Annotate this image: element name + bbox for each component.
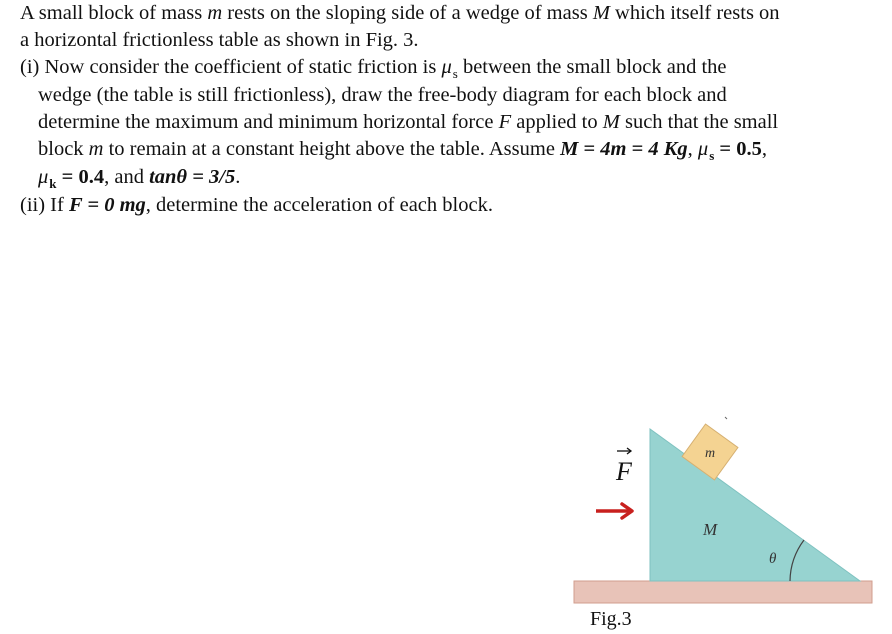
problem-line-2: a horizontal frictionless table as shown in Fig. 3. <box>20 29 419 51</box>
problem-line-6: block m to remain at a constant height above the table. Assume M = 4m = 4 Kg, $\mu_s = 0.5$, <box>38 138 767 163</box>
wedge-diagram <box>560 405 880 634</box>
problem-line-4: wedge (the table is still frictionless), draw the free-body diagram for each block and <box>38 84 727 106</box>
tick-mark <box>725 417 727 419</box>
angle-label: θ <box>769 551 777 567</box>
block-label: m <box>705 446 716 461</box>
problem-statement <box>20 0 882 219</box>
problem-line-7: $\mu_k = 0.4$, and tanθ = 3/5. <box>38 166 241 191</box>
problem-line-5: determine the maximum and minimum horizontal force F applied to M such that the small <box>38 111 779 133</box>
part-i-label: (i) <box>20 56 40 78</box>
problem-line-8: (ii) If F = 0 mg, determine the acceleration of each block. <box>20 194 493 216</box>
problem-line-1: A small block of mass m rests on the sloping side of a wedge of mass M which itself rests on <box>20 2 780 24</box>
problem-line-3: (i) Now consider the coefficient of static friction is $\mu_s$ between the small block and the <box>20 56 727 81</box>
part-ii-label: (ii) <box>20 194 46 216</box>
force-label: F <box>616 457 632 486</box>
wedge-label: M <box>703 520 718 539</box>
wedge <box>650 429 860 581</box>
figure-3 <box>560 405 880 634</box>
table-surface <box>574 581 872 603</box>
figure-caption: Fig.3 <box>590 608 632 630</box>
